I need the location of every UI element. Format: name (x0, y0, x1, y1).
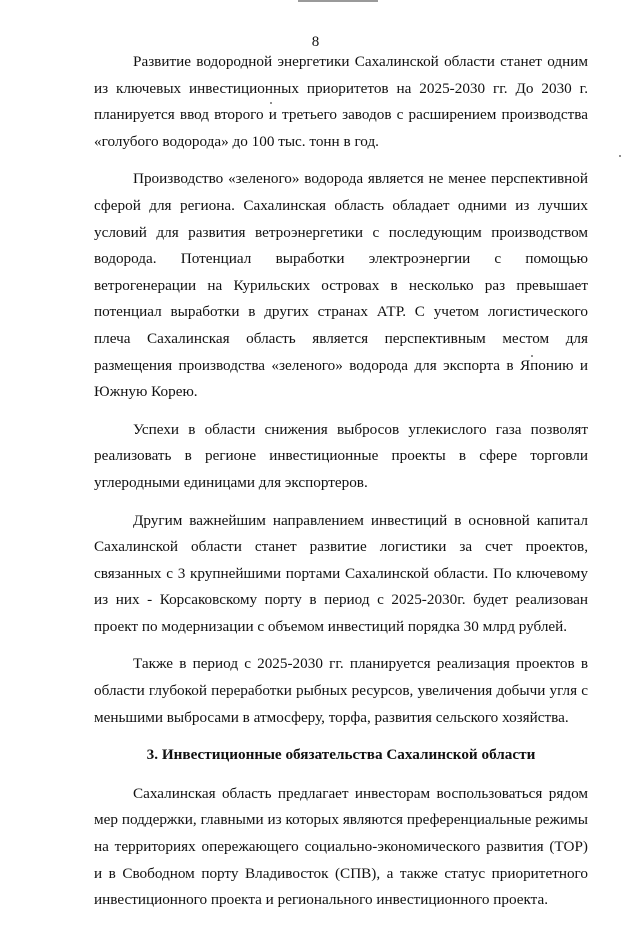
page-number: 8 (311, 34, 320, 50)
scan-speck (619, 155, 621, 157)
paragraph-carbon-units: Успехи в области снижения выбросов углекислого газа позволят реализовать в регионе инвестиционные проекты в сфере торговли углеродными единицами для экспортеров. (94, 420, 588, 491)
scan-edge-mark (298, 0, 378, 2)
paragraph-logistics-ports: Другим важнейшим направлением инвестиций в основной капитал Сахалинской области станет развитие логистики за счет проектов, связанных с 3 крупнейшими портами Сахалинской области. По ключевому из них - Корсаковскому порту в период с 2025-2030г. будет реализован проект по модернизации с объемом инвестиций порядка 30 млрд рублей. (94, 511, 588, 635)
paragraph-other-projects: Также в период с 2025-2030 гг. планируется реализация проектов в области глубокой переработки рыбных ресурсов, увеличения добычи угля с меньшими выбросами в атмосферу, торфа, развития сельского хозяйства. (94, 655, 588, 726)
paragraph-hydrogen-energy: Развитие водородной энергетики Сахалинской области станет одним из ключевых инвестиционных приоритетов на 2025-2030 гг. До 2030 г. планируется ввод второго и третьего заводов с расширением производства «голубого водорода» до 100 тыс. тонн в год. (94, 53, 588, 150)
scan-speck (270, 102, 272, 104)
paragraph-green-hydrogen: Производство «зеленого» водорода является не менее перспективной сферой для региона. Сахалинская область обладает одними из лучших условий для развития ветроэнергетики с последующим производством водорода. Потенциал выработки электроэнергии с помощью ветрогенерации на Курильских островах в несколько раз превышает потенциал выработки в других странах АТР. С учетом логистического плеча Сахалинская область является перспективным местом для размещения производства «зеленого» водорода для экспорта в Японию и Южную Корею. (94, 170, 588, 401)
document-body (94, 49, 588, 925)
scan-speck (531, 355, 533, 357)
paragraph-support-measures: Сахалинская область предлагает инвесторам воспользоваться рядом мер поддержки, главными из которых являются преференциальные режимы на территориях опережающего социально-экономического развития (ТОР) и в Свободном порту Владивосток (СПВ), а также статус приоритетного инвестиционного проекта и регионального инвестиционного проекта. (94, 784, 588, 909)
section-heading: 3. Инвестиционные обязательства Сахалинской области (146, 746, 536, 764)
